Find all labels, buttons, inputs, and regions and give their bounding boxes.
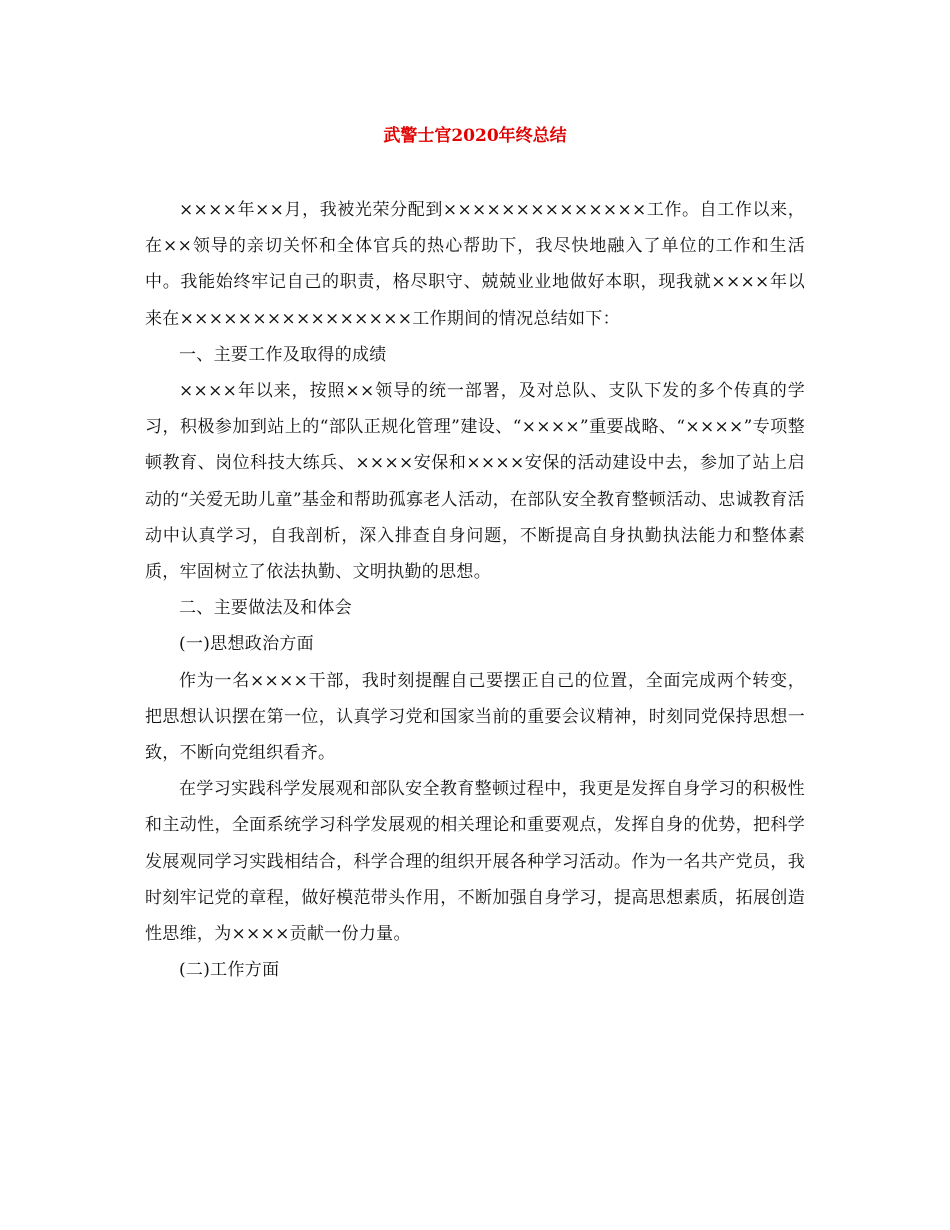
- subsection-heading-work: (二)工作方面: [179, 960, 280, 981]
- document-title: 武警士官2020年终总结: [383, 126, 567, 146]
- subsection-heading-political: (一)思想政治方面: [179, 634, 314, 655]
- section-heading-achievements: 一、主要工作及取得的成绩: [179, 344, 387, 365]
- document-body: [145, 192, 805, 988]
- paragraph-intro: ××××年××月，我被光荣分配到××××××××××××××工作。自工作以来，在××领导的亲切关怀和全体官兵的热心帮助下，我尽快地融入了单位的工作和生活中。我能始终牢记自己的职责，格尽职守、兢兢业业地做好本职，现我就××××年以来在××××××××××××××××工作期间的情况总结如下：: [145, 200, 805, 329]
- paragraph-achievements: ××××年以来，按照××领导的统一部署，及对总队、支队下发的多个传真的学习，积极参加到站上的“部队正规化管理”建设、“××××”重要战略、“××××”专项整顿教育、岗位科技大练兵、××××安保和××××安保的活动建设中去，参加了站上启动的“关爱无助儿童”基金和帮助孤寡老人活动，在部队安全教育整顿活动、忠诚教育活动中认真学习，自我剖析，深入排查自身问题，不断提高自身执勤执法能力和整体素质，牢固树立了依法执勤、文明执勤的思想。: [145, 381, 805, 583]
- section-heading-methods: 二、主要做法及和体会: [179, 598, 352, 619]
- paragraph-political-2: 在学习实践科学发展观和部队安全教育整顿过程中，我更是发挥自身学习的积极性和主动性，全面系统学习科学发展观的相关理论和重要观点，发挥自身的优势，把科学发展观同学习实践相结合，科学合理的组织开展各种学习活动。作为一名共产党员，我时刻牢记党的章程，做好模范带头作用，不断加强自身学习，提高思想素质，拓展创造性思维，为××××贡献一份力量。: [145, 779, 805, 945]
- paragraph-political-1: 作为一名××××干部，我时刻提醒自己要摆正自己的位置，全面完成两个转变，把思想认识摆在第一位，认真学习党和国家当前的重要会议精神，时刻同党保持思想一致，不断向党组织看齐。: [145, 670, 805, 764]
